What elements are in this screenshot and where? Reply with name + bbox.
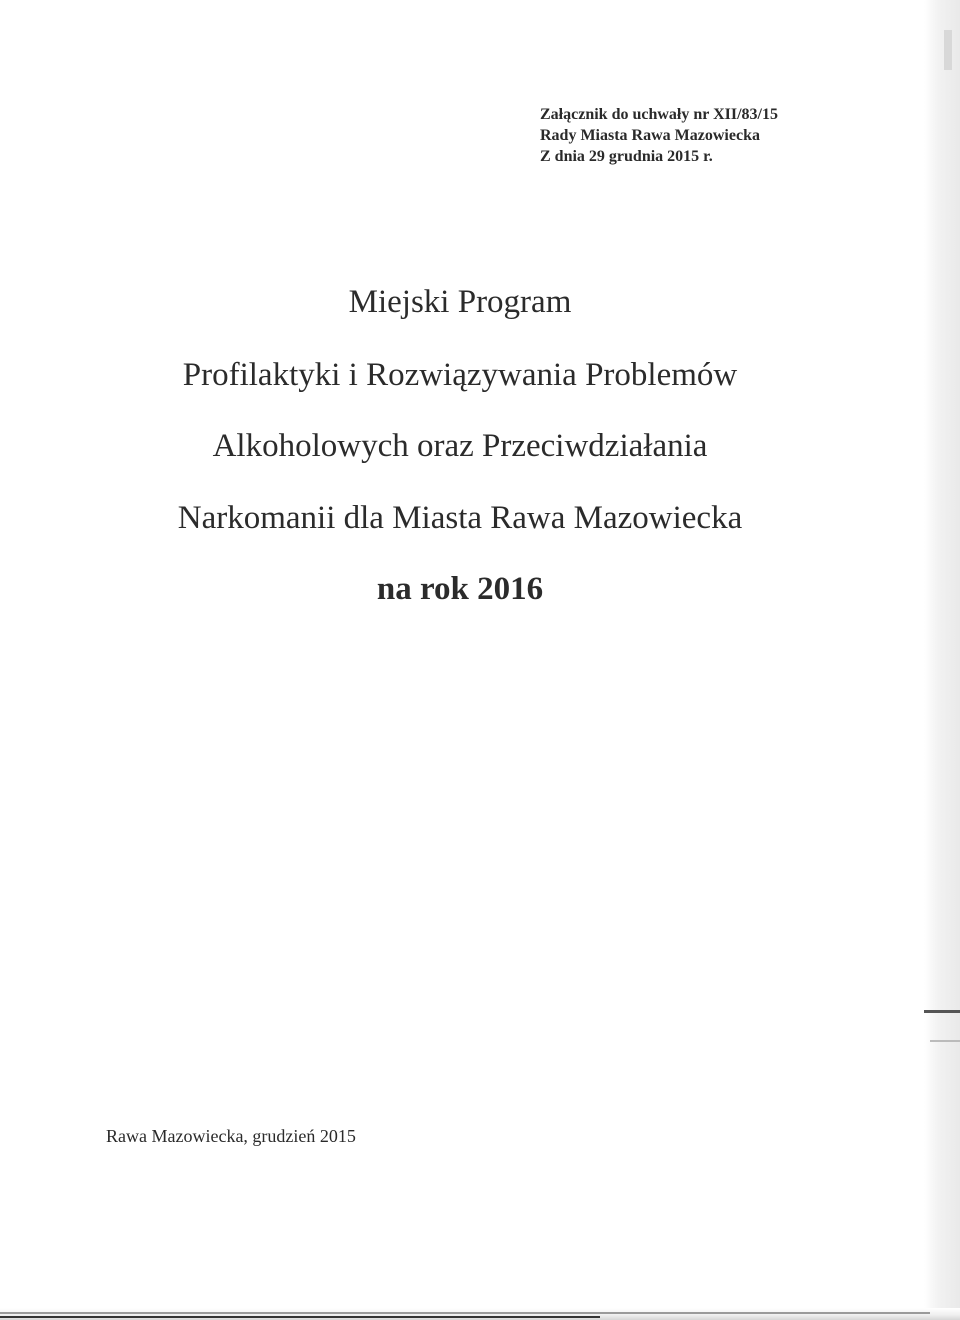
place-and-date: Rawa Mazowiecka, grudzień 2015 <box>106 1126 356 1146</box>
title-line-2: Profilaktyki i Rozwiązywania Problemów <box>182 357 738 393</box>
scan-bottom-artifact <box>0 1308 960 1320</box>
attachment-line-resolution: Załącznik do uchwały nr XII/83/15 <box>540 106 778 123</box>
scan-bottom-line <box>0 1316 600 1318</box>
title-line-4: Narkomanii dla Miasta Rawa Mazowiecka <box>177 500 743 536</box>
scan-edge-artifact <box>924 0 960 1320</box>
scan-edge-line <box>930 1040 960 1042</box>
title-line-year: na rok 2016 <box>376 571 544 607</box>
scan-edge-line <box>924 1010 960 1013</box>
title-line-1: Miejski Program <box>348 284 572 320</box>
title-line-3: Alkoholowych oraz Przeciwdziałania <box>212 428 708 464</box>
attachment-line-council: Rady Miasta Rawa Mazowiecka <box>540 127 760 144</box>
attachment-line-date: Z dnia 29 grudnia 2015 r. <box>540 148 713 165</box>
scan-mark <box>944 30 952 70</box>
attachment-note <box>540 104 778 167</box>
scan-bottom-line <box>0 1312 930 1314</box>
